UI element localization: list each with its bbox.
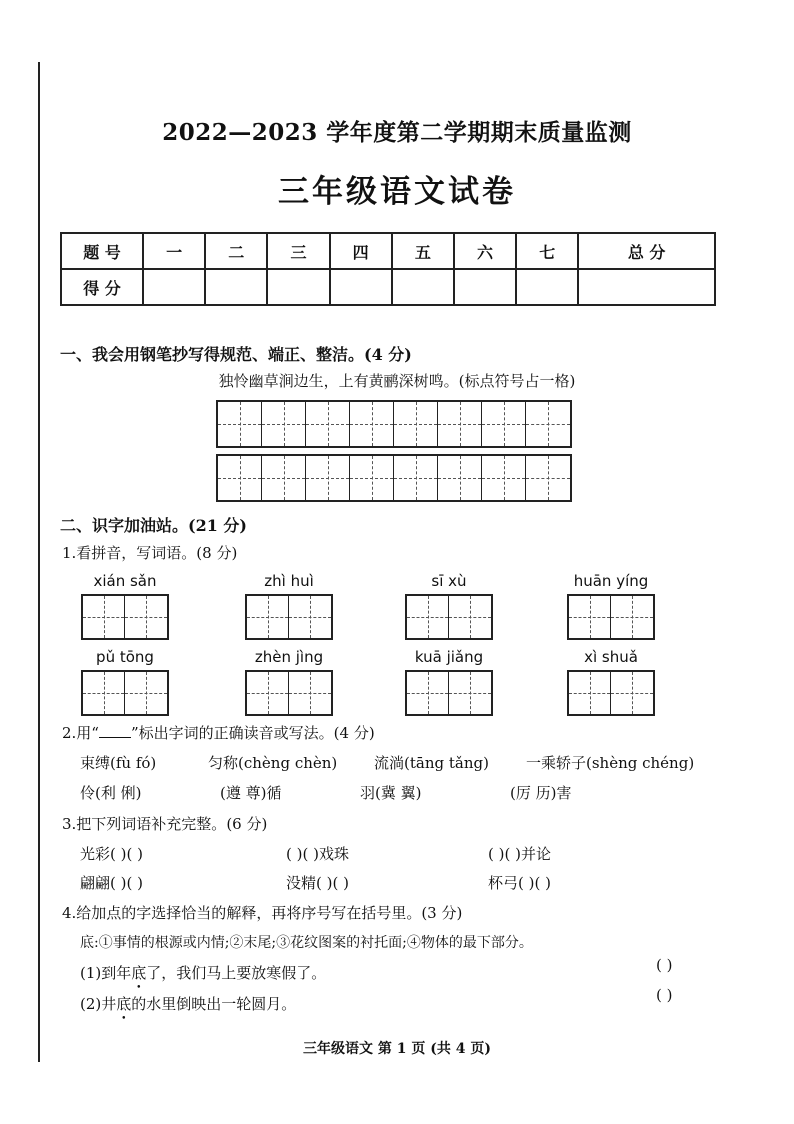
grid-cell[interactable] — [306, 456, 350, 500]
score-header-cell: 一 — [143, 233, 205, 269]
score-entry-cell[interactable] — [267, 269, 329, 305]
idiom-fill[interactable]: 杯弓( )( ) — [488, 874, 551, 892]
pinyin-label: pǔ tōng — [96, 648, 154, 666]
binding-margin-line — [38, 62, 40, 1062]
answer-box[interactable] — [405, 594, 493, 640]
idiom-fill[interactable]: 翩翩( )( ) — [80, 874, 143, 892]
answer-box[interactable] — [405, 670, 493, 716]
q3-line-1 — [80, 843, 551, 864]
score-header-cell: 五 — [392, 233, 454, 269]
q3-line-2 — [80, 872, 551, 893]
score-entry-cell[interactable] — [392, 269, 454, 305]
q2-prompt — [62, 722, 375, 743]
q2-prompt-end: ”标出字词的正确读音或写法。(4 分) — [130, 724, 375, 742]
score-header-cell: 四 — [330, 233, 392, 269]
grid-cell[interactable] — [438, 402, 482, 446]
score-table-score-row — [61, 269, 715, 305]
score-header-cell: 总 分 — [578, 233, 715, 269]
score-entry-cell[interactable] — [578, 269, 715, 305]
answer-paren[interactable]: ( ) — [656, 956, 673, 974]
grid-cell[interactable] — [526, 456, 570, 500]
q4-item-2-text: 的水里倒映出一轮圆月。 — [131, 995, 297, 1013]
reading-choice[interactable]: 一乘轿子(shèng chéng) — [526, 754, 695, 772]
page-footer: 三年级语文 第 1 页 (共 4 页) — [303, 1041, 491, 1057]
pinyin-item — [404, 572, 494, 640]
reading-choice[interactable]: 束缚(fù fó) — [80, 754, 157, 772]
q4-item-2-text: (2)井 — [80, 995, 117, 1013]
score-header-cell: 三 — [267, 233, 329, 269]
pinyin-item — [566, 572, 656, 640]
q4-item-1 — [80, 962, 326, 983]
q3-prompt: 3.把下列词语补充完整。(6 分) — [62, 815, 268, 833]
grid-cell[interactable] — [482, 402, 526, 446]
score-entry-cell[interactable] — [143, 269, 205, 305]
answer-box[interactable] — [81, 670, 169, 716]
writing-choice[interactable]: 伶(利 俐) — [80, 784, 142, 802]
dotted-char: 底 — [131, 964, 147, 982]
grid-cell[interactable] — [218, 402, 262, 446]
score-table-header-row — [61, 233, 715, 269]
answer-box[interactable] — [81, 594, 169, 640]
writing-choice[interactable]: (遵 尊)循 — [220, 784, 282, 802]
exam-title: 2022—2023 学年度第二学期期末质量监测 — [162, 119, 632, 146]
score-entry-cell[interactable] — [205, 269, 267, 305]
grid-cell[interactable] — [526, 402, 570, 446]
pinyin-item — [80, 572, 170, 640]
score-entry-cell[interactable] — [516, 269, 578, 305]
pinyin-item — [566, 648, 656, 716]
copy-grid-row-2[interactable] — [216, 454, 572, 502]
exam-subtitle: 三年级语文试卷 — [278, 174, 516, 210]
q4-item-1-text: 了，我们马上要放寒假了。 — [146, 964, 327, 982]
grid-cell[interactable] — [350, 456, 394, 500]
answer-paren[interactable]: ( ) — [656, 986, 673, 1004]
pinyin-item — [80, 648, 170, 716]
q2-prompt-start: 2.用“ — [62, 724, 99, 742]
pinyin-item — [244, 572, 334, 640]
reading-choice[interactable]: 匀称(chèng chèn) — [208, 754, 338, 772]
score-header-cell: 题 号 — [61, 233, 143, 269]
grid-cell[interactable] — [262, 402, 306, 446]
q4-definition: 底:①事情的根源或内情;②末尾;③花纹图案的衬托面;④物体的最下部分。 — [80, 935, 533, 951]
dotted-char: 底 — [116, 995, 132, 1013]
score-header-cell: 六 — [454, 233, 516, 269]
grid-cell[interactable] — [394, 402, 438, 446]
q4-item-2 — [80, 993, 296, 1014]
poem-line: 独怜幽草涧边生，上有黄鹂深树鸣。(标点符号占一格) — [218, 372, 576, 390]
grid-cell[interactable] — [394, 456, 438, 500]
reading-choice[interactable]: 流淌(tāng tǎng) — [374, 754, 489, 772]
score-entry-cell[interactable] — [330, 269, 392, 305]
idiom-fill[interactable]: ( )( )并论 — [488, 845, 551, 863]
idiom-fill[interactable]: ( )( )戏珠 — [286, 845, 349, 863]
grid-cell[interactable] — [482, 456, 526, 500]
writing-choice[interactable]: 羽(冀 翼) — [360, 784, 422, 802]
grid-cell[interactable] — [218, 456, 262, 500]
idiom-fill[interactable]: 没精( )( ) — [286, 874, 349, 892]
underline-mark — [99, 724, 131, 738]
answer-box[interactable] — [245, 594, 333, 640]
q4-item-1-text: (1)到年 — [80, 964, 132, 982]
score-row-label: 得 分 — [61, 269, 143, 305]
grid-cell[interactable] — [350, 402, 394, 446]
grid-cell[interactable] — [262, 456, 306, 500]
pinyin-item — [244, 648, 334, 716]
q1-prompt: 1.看拼音，写词语。(8 分) — [62, 544, 238, 562]
score-entry-cell[interactable] — [454, 269, 516, 305]
pinyin-label: kuā jiǎng — [414, 648, 484, 666]
idiom-fill[interactable]: 光彩( )( ) — [80, 845, 143, 863]
answer-box[interactable] — [245, 670, 333, 716]
writing-choice[interactable]: (厉 历)害 — [510, 784, 572, 802]
score-header-cell: 七 — [516, 233, 578, 269]
copy-grid-row-1[interactable] — [216, 400, 572, 448]
grid-cell[interactable] — [438, 456, 482, 500]
pinyin-label: xián sǎn — [93, 572, 157, 590]
answer-box[interactable] — [567, 594, 655, 640]
pinyin-item — [404, 648, 494, 716]
grid-cell[interactable] — [306, 402, 350, 446]
pinyin-label: zhèn jìng — [254, 648, 324, 666]
pinyin-label: zhì huì — [264, 572, 314, 590]
pinyin-label: sī xù — [431, 572, 467, 590]
q2-line-2 — [80, 782, 571, 803]
q4-prompt: 4.给加点的字选择恰当的解释，再将序号写在括号里。(3 分) — [62, 904, 463, 922]
score-header-cell: 二 — [205, 233, 267, 269]
score-table — [60, 232, 716, 306]
section2-heading: 二、识字加油站。(21 分) — [60, 516, 247, 535]
pinyin-label: xì shuǎ — [584, 648, 638, 666]
q2-line-1 — [80, 752, 694, 773]
section1-heading: 一、我会用钢笔抄写得规范、端正、整洁。(4 分) — [60, 345, 412, 364]
answer-box[interactable] — [567, 670, 655, 716]
pinyin-label: huān yíng — [573, 572, 649, 590]
